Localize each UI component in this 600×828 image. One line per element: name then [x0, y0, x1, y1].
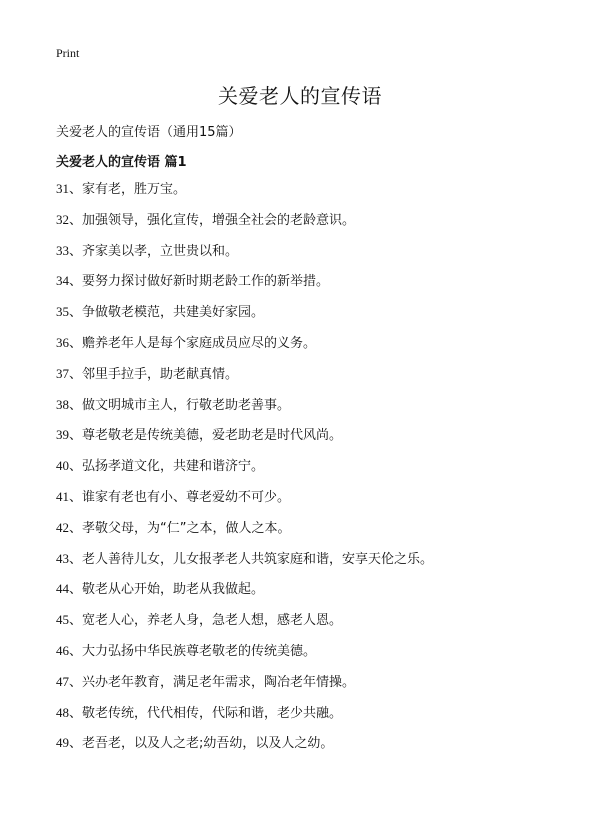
item-number: 49、 [56, 735, 83, 751]
item-text: 齐家美以孝，立世贵以和。 [82, 243, 239, 259]
item-text: 邻里手拉手，助老献真情。 [82, 366, 239, 382]
list-item [56, 243, 433, 274]
item-text: 赡养老年人是每个家庭成员应尽的义务。 [82, 335, 317, 351]
list-item [56, 458, 433, 489]
item-number: 46、 [56, 642, 83, 658]
item-text: 老吾老，以及人之老;幼吾幼，以及人之幼。 [82, 736, 334, 752]
list-item [56, 705, 433, 736]
list-item [56, 612, 433, 643]
item-text: 家有老，胜万宝。 [82, 182, 187, 197]
item-number: 35、 [56, 304, 83, 320]
list-item [56, 581, 433, 612]
list-item [56, 643, 433, 674]
item-text: 孝敬父母，为“仁”之本，做人之本。 [82, 520, 291, 536]
item-number: 48、 [56, 704, 83, 720]
item-text: 敬老传统，代代相传，代际和谐，老少共融。 [82, 705, 343, 721]
list-item [56, 181, 433, 212]
item-number: 33、 [56, 242, 83, 258]
item-number: 37、 [56, 365, 83, 381]
item-text: 谁家有老也有小、尊老爱幼不可少。 [82, 489, 291, 505]
item-number: 31、 [56, 181, 83, 196]
item-text: 尊老敬老是传统美德，爱老助老是时代风尚。 [82, 428, 343, 444]
item-number: 40、 [56, 458, 83, 474]
list-item [56, 335, 433, 366]
item-number: 39、 [56, 427, 83, 443]
item-number: 42、 [56, 519, 83, 535]
item-number: 47、 [56, 673, 83, 689]
item-number: 36、 [56, 334, 83, 350]
list-item [56, 551, 433, 582]
item-text: 老人善待儿女，儿女报孝老人共筑家庭和谐，安享天伦之乐。 [82, 551, 434, 567]
item-text: 宽老人心，养老人身，急老人想，感老人恩。 [82, 613, 343, 629]
item-text: 弘扬孝道文化，共建和谐济宁。 [82, 459, 265, 475]
item-text: 争做敬老模范，共建美好家园。 [82, 305, 265, 321]
item-text: 大力弘扬中华民族尊老敬老的传统美德。 [82, 643, 317, 659]
item-text: 做文明城市主人，行敬老助老善事。 [82, 397, 291, 413]
list-item [56, 366, 433, 397]
item-text: 要努力探讨做好新时期老龄工作的新举措。 [82, 274, 330, 290]
page-title: 关爱老人的宣传语 [218, 84, 382, 108]
slogan-list [56, 181, 433, 766]
item-number: 34、 [56, 273, 83, 289]
list-item [56, 397, 433, 428]
item-text: 加强领导，强化宣传，增强全社会的老龄意识。 [82, 212, 356, 228]
item-number: 41、 [56, 488, 83, 504]
item-text: 敬老从心开始，助老从我做起。 [82, 582, 265, 598]
document-subtitle: 关爱老人的宣传语（通用15篇） [56, 125, 242, 140]
item-number: 44、 [56, 581, 83, 597]
item-number: 43、 [56, 550, 83, 566]
list-item [56, 735, 433, 766]
item-number: 45、 [56, 612, 83, 628]
list-item [56, 489, 433, 520]
item-number: 32、 [56, 211, 83, 227]
list-item [56, 520, 433, 551]
list-item [56, 212, 433, 243]
list-item [56, 273, 433, 304]
list-item [56, 427, 433, 458]
print-link[interactable]: Print [56, 46, 80, 60]
list-item [56, 674, 433, 705]
section-heading: 关爱老人的宣传语 篇1 [56, 155, 187, 170]
item-text: 兴办老年教育，满足老年需求，陶冶老年情操。 [82, 674, 356, 690]
item-number: 38、 [56, 396, 83, 412]
list-item [56, 304, 433, 335]
